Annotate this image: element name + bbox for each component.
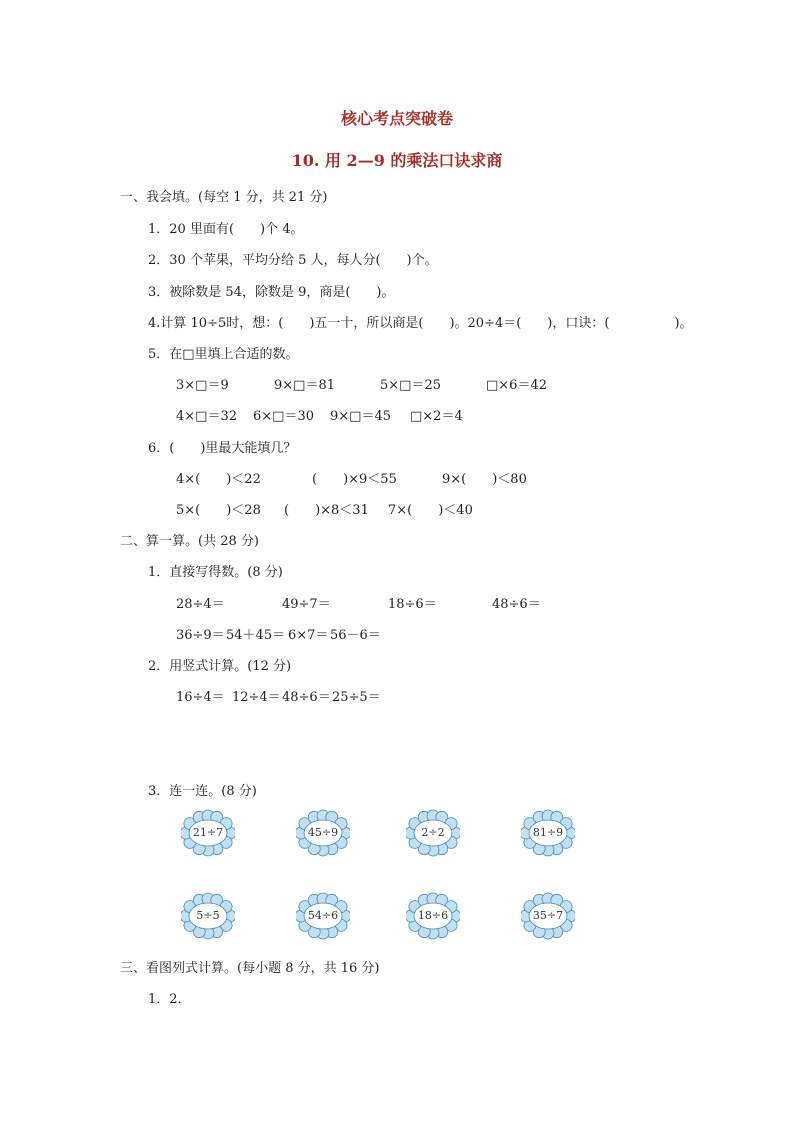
question-1-1: 1．20 里面有( )个 4。 [148, 222, 304, 237]
flower-card[interactable] [521, 809, 575, 857]
vertical-calc-item: 12÷4＝ [232, 690, 281, 705]
equation-item: □×2＝4 [410, 409, 463, 424]
flower-card[interactable] [406, 809, 460, 857]
question-1-6: 6．( )里最大能填几？ [148, 441, 297, 456]
inequality-item: ( )×8＜31 [284, 503, 369, 518]
flower-card[interactable] [521, 892, 575, 940]
inequality-item: ( )×9＜55 [312, 472, 397, 487]
inequality-item: 7×( )＜40 [388, 503, 473, 518]
flower-label: 5÷5 [196, 909, 220, 922]
section1-heading: 一、我会填。(每空 1 分，共 21 分) [120, 190, 328, 205]
flower-label: 45÷9 [307, 826, 339, 839]
question-2-3: 3．连一连。(8 分) [148, 784, 257, 799]
flower-label: 54÷6 [307, 909, 339, 922]
equation-item: 3×□＝9 [176, 378, 229, 393]
flower-card[interactable] [406, 892, 460, 940]
equation-item: 4×□＝32 [176, 409, 237, 424]
section2-heading: 二、算一算。(共 28 分) [120, 534, 259, 549]
vertical-calc-item: 25÷5＝ [332, 690, 381, 705]
calc-item: 28÷4＝ [176, 597, 225, 612]
equation-item: 6×□＝30 [253, 409, 314, 424]
equation-item: □×6＝42 [486, 378, 547, 393]
flower-label: 18÷6 [417, 909, 449, 922]
calc-item: 36÷9＝ [176, 628, 225, 643]
page-subtitle: 10. 用 2—9 的乘法口诀求商 [291, 151, 503, 170]
question-1-2: 2．30 个苹果，平均分给 5 人，每人分( )个。 [148, 253, 438, 268]
equation-item: 9×□＝81 [274, 378, 335, 393]
question-1-5: 5．在□里填上合适的数。 [148, 347, 299, 362]
flower-card[interactable] [296, 892, 350, 940]
question-2-1: 1．直接写得数。(8 分) [148, 565, 283, 580]
vertical-calc-item: 16÷4＝ [176, 690, 225, 705]
flower-label: 21÷7 [192, 826, 224, 839]
flower-label: 2÷2 [421, 826, 445, 839]
question-3-1: 1．2． [148, 992, 191, 1007]
page-title: 核心考点突破卷 [340, 109, 453, 128]
flower-label: 81÷9 [532, 826, 564, 839]
flower-card[interactable] [296, 809, 350, 857]
calc-item: 54＋45＝ [226, 628, 286, 643]
inequality-item: 4×( )＜22 [176, 472, 261, 487]
calc-item: 49÷7＝ [282, 597, 331, 612]
flower-label: 35÷7 [532, 909, 564, 922]
question-1-3: 3．被除数是 54，除数是 9，商是( )。 [148, 285, 395, 300]
calc-item: 56－6＝ [330, 628, 381, 643]
flower-card[interactable] [181, 809, 235, 857]
equation-item: 5×□＝25 [380, 378, 441, 393]
calc-item: 6×7＝ [288, 628, 329, 643]
equation-item: 9×□＝45 [330, 409, 391, 424]
flower-card[interactable] [181, 892, 235, 940]
inequality-item: 9×( )＜80 [442, 472, 527, 487]
question-2-2: 2．用竖式计算。(12 分) [148, 659, 292, 674]
calc-item: 18÷6＝ [388, 597, 437, 612]
question-1-4: 4.计算 10÷5时，想：( )五一十，所以商是( )。20÷4＝( )，口诀：( )。 [148, 316, 693, 331]
section3-heading: 三、看图列式计算。(每小题 8 分，共 16 分) [120, 961, 380, 976]
vertical-calc-item: 48÷6＝ [282, 690, 331, 705]
calc-item: 48÷6＝ [492, 597, 541, 612]
inequality-item: 5×( )＜28 [176, 503, 261, 518]
